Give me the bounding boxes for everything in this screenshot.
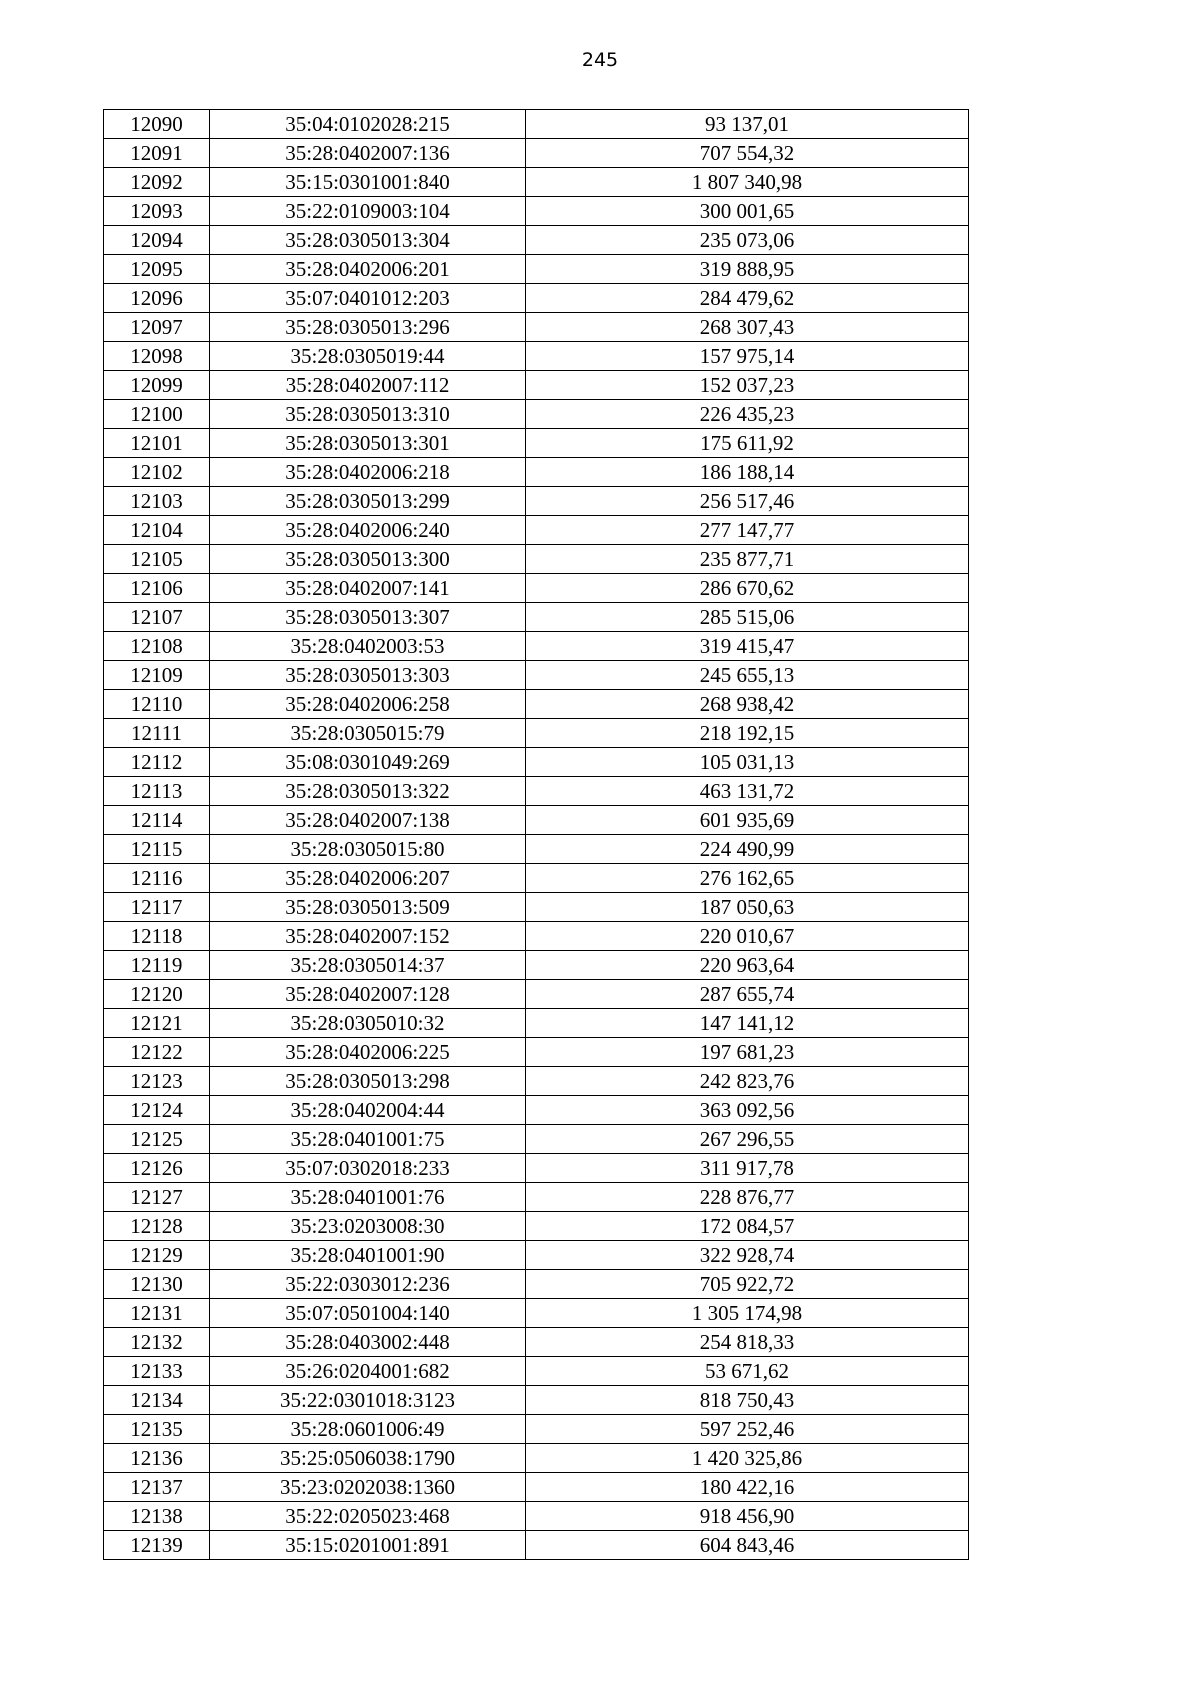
table-row — [104, 1531, 969, 1560]
row-number-cell: 12116 — [104, 864, 210, 893]
cadastral-value-cell: 224 490,99 — [526, 835, 969, 864]
cadastral-value-cell: 276 162,65 — [526, 864, 969, 893]
table-row — [104, 197, 969, 226]
table-row — [104, 255, 969, 284]
cadastral-value-table — [103, 109, 969, 1560]
cadastral-number-cell: 35:28:0403002:448 — [210, 1328, 526, 1357]
table-row — [104, 1038, 969, 1067]
table-row — [104, 545, 969, 574]
table-row — [104, 922, 969, 951]
cadastral-number-cell: 35:28:0305013:509 — [210, 893, 526, 922]
row-number-cell: 12096 — [104, 284, 210, 313]
row-number-cell: 12130 — [104, 1270, 210, 1299]
table-row — [104, 980, 969, 1009]
cadastral-value-cell: 463 131,72 — [526, 777, 969, 806]
cadastral-value-cell: 147 141,12 — [526, 1009, 969, 1038]
table-row — [104, 1154, 969, 1183]
cadastral-value-cell: 172 084,57 — [526, 1212, 969, 1241]
page-number: 245 — [581, 49, 619, 71]
row-number-cell: 12133 — [104, 1357, 210, 1386]
cadastral-number-cell: 35:15:0201001:891 — [210, 1531, 526, 1560]
cadastral-value-cell: 235 877,71 — [526, 545, 969, 574]
table-row — [104, 1212, 969, 1241]
row-number-cell: 12117 — [104, 893, 210, 922]
cadastral-number-cell: 35:28:0401001:75 — [210, 1125, 526, 1154]
cadastral-number-cell: 35:22:0301018:3123 — [210, 1386, 526, 1415]
cadastral-number-cell: 35:28:0402007:152 — [210, 922, 526, 951]
table-row — [104, 1067, 969, 1096]
cadastral-number-cell: 35:23:0203008:30 — [210, 1212, 526, 1241]
cadastral-value-cell: 284 479,62 — [526, 284, 969, 313]
table-row — [104, 1357, 969, 1386]
cadastral-number-cell: 35:28:0305010:32 — [210, 1009, 526, 1038]
cadastral-number-cell: 35:28:0402006:207 — [210, 864, 526, 893]
cadastral-value-cell: 180 422,16 — [526, 1473, 969, 1502]
row-number-cell: 12136 — [104, 1444, 210, 1473]
cadastral-number-cell: 35:25:0506038:1790 — [210, 1444, 526, 1473]
row-number-cell: 12097 — [104, 313, 210, 342]
cadastral-number-cell: 35:28:0402006:258 — [210, 690, 526, 719]
table-row — [104, 1473, 969, 1502]
cadastral-value-cell: 286 670,62 — [526, 574, 969, 603]
row-number-cell: 12113 — [104, 777, 210, 806]
row-number-cell: 12129 — [104, 1241, 210, 1270]
cadastral-value-cell: 597 252,46 — [526, 1415, 969, 1444]
row-number-cell: 12131 — [104, 1299, 210, 1328]
cadastral-value-cell: 1 807 340,98 — [526, 168, 969, 197]
row-number-cell: 12135 — [104, 1415, 210, 1444]
table-row — [104, 1241, 969, 1270]
row-number-cell: 12093 — [104, 197, 210, 226]
row-number-cell: 12115 — [104, 835, 210, 864]
cadastral-number-cell: 35:28:0305013:303 — [210, 661, 526, 690]
table-row — [104, 748, 969, 777]
cadastral-value-cell: 53 671,62 — [526, 1357, 969, 1386]
table-row — [104, 168, 969, 197]
cadastral-value-cell: 1 420 325,86 — [526, 1444, 969, 1473]
table-row — [104, 1096, 969, 1125]
cadastral-number-cell: 35:28:0305013:300 — [210, 545, 526, 574]
cadastral-value-cell: 186 188,14 — [526, 458, 969, 487]
cadastral-value-cell: 220 963,64 — [526, 951, 969, 980]
cadastral-value-cell: 105 031,13 — [526, 748, 969, 777]
cadastral-value-cell: 245 655,13 — [526, 661, 969, 690]
table-row — [104, 371, 969, 400]
table-row — [104, 110, 969, 139]
cadastral-number-cell: 35:28:0402007:138 — [210, 806, 526, 835]
cadastral-number-cell: 35:28:0305015:79 — [210, 719, 526, 748]
row-number-cell: 12095 — [104, 255, 210, 284]
cadastral-number-cell: 35:22:0109003:104 — [210, 197, 526, 226]
cadastral-value-cell: 363 092,56 — [526, 1096, 969, 1125]
table-row — [104, 1328, 969, 1357]
table-row — [104, 951, 969, 980]
cadastral-number-cell: 35:28:0402004:44 — [210, 1096, 526, 1125]
table-row — [104, 661, 969, 690]
row-number-cell: 12120 — [104, 980, 210, 1009]
table-row — [104, 1444, 969, 1473]
row-number-cell: 12100 — [104, 400, 210, 429]
table-row — [104, 487, 969, 516]
row-number-cell: 12112 — [104, 748, 210, 777]
table-row — [104, 1299, 969, 1328]
cadastral-number-cell: 35:28:0402007:141 — [210, 574, 526, 603]
cadastral-number-cell: 35:28:0402007:112 — [210, 371, 526, 400]
cadastral-number-cell: 35:28:0305013:304 — [210, 226, 526, 255]
row-number-cell: 12104 — [104, 516, 210, 545]
cadastral-number-cell: 35:08:0301049:269 — [210, 748, 526, 777]
row-number-cell: 12121 — [104, 1009, 210, 1038]
cadastral-number-cell: 35:28:0601006:49 — [210, 1415, 526, 1444]
cadastral-number-cell: 35:07:0501004:140 — [210, 1299, 526, 1328]
cadastral-value-cell: 287 655,74 — [526, 980, 969, 1009]
row-number-cell: 12107 — [104, 603, 210, 632]
table-row — [104, 893, 969, 922]
row-number-cell: 12105 — [104, 545, 210, 574]
table-row — [104, 429, 969, 458]
cadastral-value-cell: 601 935,69 — [526, 806, 969, 835]
row-number-cell: 12114 — [104, 806, 210, 835]
table-row — [104, 1183, 969, 1212]
table-row — [104, 1125, 969, 1154]
cadastral-value-cell: 152 037,23 — [526, 371, 969, 400]
cadastral-number-cell: 35:28:0402006:240 — [210, 516, 526, 545]
cadastral-number-cell: 35:28:0305013:322 — [210, 777, 526, 806]
table-row — [104, 313, 969, 342]
row-number-cell: 12109 — [104, 661, 210, 690]
row-number-cell: 12108 — [104, 632, 210, 661]
cadastral-number-cell: 35:26:0204001:682 — [210, 1357, 526, 1386]
cadastral-number-cell: 35:28:0401001:90 — [210, 1241, 526, 1270]
cadastral-value-cell: 322 928,74 — [526, 1241, 969, 1270]
cadastral-number-cell: 35:28:0305013:307 — [210, 603, 526, 632]
table-row — [104, 1009, 969, 1038]
table-row — [104, 806, 969, 835]
cadastral-value-cell: 197 681,23 — [526, 1038, 969, 1067]
row-number-cell: 12094 — [104, 226, 210, 255]
row-number-cell: 12106 — [104, 574, 210, 603]
cadastral-number-cell: 35:07:0401012:203 — [210, 284, 526, 313]
row-number-cell: 12126 — [104, 1154, 210, 1183]
table-row — [104, 603, 969, 632]
row-number-cell: 12128 — [104, 1212, 210, 1241]
cadastral-value-cell: 277 147,77 — [526, 516, 969, 545]
table-row — [104, 226, 969, 255]
row-number-cell: 12103 — [104, 487, 210, 516]
cadastral-value-cell: 228 876,77 — [526, 1183, 969, 1212]
cadastral-value-cell: 604 843,46 — [526, 1531, 969, 1560]
cadastral-number-cell: 35:28:0402003:53 — [210, 632, 526, 661]
table-row — [104, 835, 969, 864]
cadastral-value-cell: 220 010,67 — [526, 922, 969, 951]
row-number-cell: 12134 — [104, 1386, 210, 1415]
cadastral-value-cell: 235 073,06 — [526, 226, 969, 255]
row-number-cell: 12139 — [104, 1531, 210, 1560]
cadastral-number-cell: 35:28:0305013:310 — [210, 400, 526, 429]
table-row — [104, 516, 969, 545]
cadastral-number-cell: 35:28:0305013:296 — [210, 313, 526, 342]
cadastral-value-cell: 705 922,72 — [526, 1270, 969, 1299]
table-row — [104, 1502, 969, 1531]
cadastral-number-cell: 35:15:0301001:840 — [210, 168, 526, 197]
cadastral-value-cell: 300 001,65 — [526, 197, 969, 226]
cadastral-number-cell: 35:28:0305014:37 — [210, 951, 526, 980]
table-body — [104, 110, 969, 1560]
cadastral-number-cell: 35:28:0402007:136 — [210, 139, 526, 168]
row-number-cell: 12118 — [104, 922, 210, 951]
table-row — [104, 719, 969, 748]
cadastral-value-cell: 256 517,46 — [526, 487, 969, 516]
row-number-cell: 12119 — [104, 951, 210, 980]
cadastral-value-cell: 311 917,78 — [526, 1154, 969, 1183]
cadastral-number-cell: 35:22:0303012:236 — [210, 1270, 526, 1299]
cadastral-value-cell: 268 938,42 — [526, 690, 969, 719]
cadastral-value-cell: 319 888,95 — [526, 255, 969, 284]
cadastral-number-cell: 35:28:0402006:201 — [210, 255, 526, 284]
row-number-cell: 12122 — [104, 1038, 210, 1067]
row-number-cell: 12099 — [104, 371, 210, 400]
cadastral-number-cell: 35:28:0305013:301 — [210, 429, 526, 458]
table-row — [104, 1415, 969, 1444]
cadastral-number-cell: 35:07:0302018:233 — [210, 1154, 526, 1183]
row-number-cell: 12127 — [104, 1183, 210, 1212]
cadastral-value-cell: 157 975,14 — [526, 342, 969, 371]
cadastral-value-cell: 242 823,76 — [526, 1067, 969, 1096]
cadastral-number-cell: 35:04:0102028:215 — [210, 110, 526, 139]
cadastral-value-cell: 254 818,33 — [526, 1328, 969, 1357]
cadastral-number-cell: 35:23:0202038:1360 — [210, 1473, 526, 1502]
row-number-cell: 12101 — [104, 429, 210, 458]
row-number-cell: 12137 — [104, 1473, 210, 1502]
row-number-cell: 12124 — [104, 1096, 210, 1125]
table-row — [104, 458, 969, 487]
table-row — [104, 1270, 969, 1299]
row-number-cell: 12138 — [104, 1502, 210, 1531]
row-number-cell: 12102 — [104, 458, 210, 487]
table-row — [104, 139, 969, 168]
cadastral-value-cell: 226 435,23 — [526, 400, 969, 429]
cadastral-number-cell: 35:28:0402007:128 — [210, 980, 526, 1009]
table-row — [104, 574, 969, 603]
cadastral-number-cell: 35:28:0305019:44 — [210, 342, 526, 371]
row-number-cell: 12090 — [104, 110, 210, 139]
row-number-cell: 12098 — [104, 342, 210, 371]
cadastral-value-cell: 93 137,01 — [526, 110, 969, 139]
cadastral-value-cell: 285 515,06 — [526, 603, 969, 632]
cadastral-value-cell: 818 750,43 — [526, 1386, 969, 1415]
cadastral-number-cell: 35:28:0402006:218 — [210, 458, 526, 487]
cadastral-value-cell: 268 307,43 — [526, 313, 969, 342]
row-number-cell: 12123 — [104, 1067, 210, 1096]
table-row — [104, 400, 969, 429]
cadastral-number-cell: 35:28:0305013:299 — [210, 487, 526, 516]
cadastral-number-cell: 35:28:0305015:80 — [210, 835, 526, 864]
row-number-cell: 12110 — [104, 690, 210, 719]
table-row — [104, 690, 969, 719]
cadastral-number-cell: 35:22:0205023:468 — [210, 1502, 526, 1531]
cadastral-value-cell: 218 192,15 — [526, 719, 969, 748]
row-number-cell: 12091 — [104, 139, 210, 168]
table-row — [104, 1386, 969, 1415]
cadastral-value-cell: 1 305 174,98 — [526, 1299, 969, 1328]
table-row — [104, 632, 969, 661]
table-row — [104, 777, 969, 806]
cadastral-value-cell: 267 296,55 — [526, 1125, 969, 1154]
table-row — [104, 284, 969, 313]
row-number-cell: 12111 — [104, 719, 210, 748]
cadastral-value-cell: 175 611,92 — [526, 429, 969, 458]
row-number-cell: 12132 — [104, 1328, 210, 1357]
cadastral-value-cell: 918 456,90 — [526, 1502, 969, 1531]
cadastral-value-cell: 187 050,63 — [526, 893, 969, 922]
cadastral-number-cell: 35:28:0402006:225 — [210, 1038, 526, 1067]
row-number-cell: 12125 — [104, 1125, 210, 1154]
cadastral-number-cell: 35:28:0401001:76 — [210, 1183, 526, 1212]
cadastral-number-cell: 35:28:0305013:298 — [210, 1067, 526, 1096]
cadastral-value-cell: 707 554,32 — [526, 139, 969, 168]
row-number-cell: 12092 — [104, 168, 210, 197]
cadastral-value-cell: 319 415,47 — [526, 632, 969, 661]
table-row — [104, 864, 969, 893]
table-row — [104, 342, 969, 371]
